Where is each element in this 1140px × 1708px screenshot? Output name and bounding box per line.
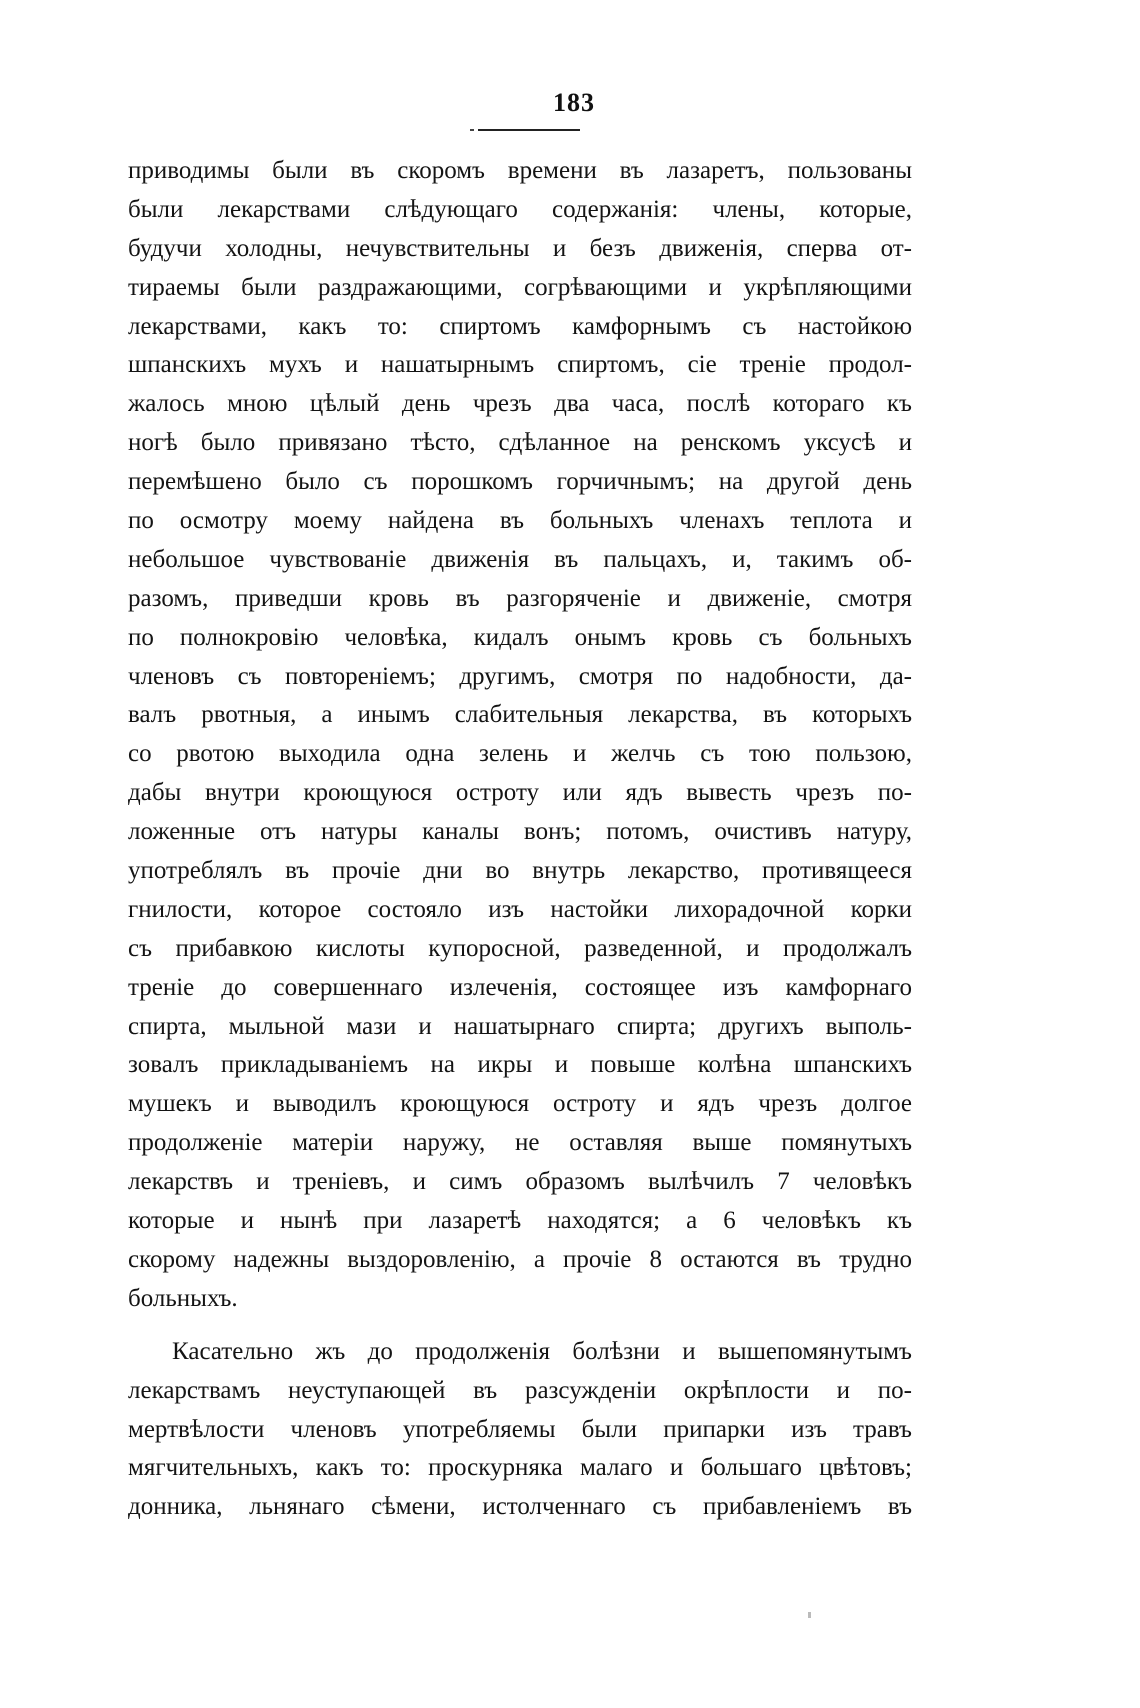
- text-line: членовъ съ повтореніемъ; другимъ, смотря по надобности, да-: [128, 662, 912, 690]
- paragraph-2: [128, 1333, 912, 1527]
- print-speck: [808, 1612, 811, 1618]
- header-rule-dash: [470, 129, 474, 131]
- text-line: мягчительныхъ, какъ то: проскурняка малаго и большаго цвѣтовъ;: [128, 1454, 912, 1482]
- text-line: по полнокровію человѣка, кидалъ онымъ кровь съ больныхъ: [128, 623, 912, 651]
- text-line: которые и нынѣ при лазаретѣ находятся; а 6 человѣкъ къ: [128, 1207, 912, 1235]
- text-line: жалось мною цѣлый день чрезъ два часа, послѣ котораго къ: [128, 390, 912, 418]
- text-line: были лекарствами слѣдующаго содержанія: члены, которые,: [128, 195, 912, 223]
- text-line: разомъ, приведши кровь въ разгоряченіе и движеніе, смотря: [128, 584, 912, 612]
- text-line: треніе до совершеннаго излеченія, состоящее изъ камфорнаго: [128, 973, 912, 1001]
- page-number-container: [0, 88, 1140, 118]
- header-rule: [478, 129, 580, 131]
- text-line: употреблялъ въ прочіе дни во внутрь лекарство, противящееся: [128, 857, 912, 885]
- text-line: перемѣшено было съ порошкомъ горчичнымъ; на другой день: [128, 468, 912, 496]
- text-line: валъ рвотныя, а инымъ слабительныя лекарства, въ которыхъ: [128, 701, 912, 729]
- text-line: дабы внутри кроющуюся остроту или ядъ вывесть чрезъ по-: [128, 779, 912, 807]
- text-line: скорому надежны выздоровленію, а прочіе 8 остаются въ трудно: [128, 1245, 912, 1273]
- text-line: лекарствамъ неуступающей въ разсужденіи окрѣплости и по-: [128, 1376, 912, 1404]
- text-line: зовалъ прикладываніемъ на икры и повыше колѣна шпанскихъ: [128, 1051, 912, 1079]
- text-line: мертвѣлости членовъ употребляемы были припарки изъ травъ: [128, 1415, 912, 1443]
- body-text: [128, 152, 912, 1527]
- text-line: со рвотою выходила одна зелень и желчь съ тою пользою,: [128, 740, 912, 768]
- text-line: будучи холодны, нечувствительны и безъ движенія, сперва от-: [128, 234, 912, 262]
- text-line: ногѣ было привязано тѣсто, сдѣланное на ренскомъ уксусѣ и: [128, 429, 912, 457]
- text-line: мушекъ и выводилъ кроющуюся остроту и ядъ чрезъ долгое: [128, 1090, 912, 1118]
- text-line: лекарствами, какъ то: спиртомъ камфорнымъ съ настойкою: [128, 312, 912, 340]
- paragraph-1: [128, 152, 912, 1319]
- text-line: приводимы были въ скоромъ времени въ лазаретъ, пользованы: [128, 157, 912, 184]
- text-line: донника, льнянаго сѣмени, истолченнаго съ прибавленіемъ въ: [128, 1493, 912, 1521]
- text-line: небольшое чувствованіе движенія въ пальцахъ, и, такимъ об-: [128, 545, 912, 573]
- text-line: тираемы были раздражающими, согрѣвающими и укрѣпляющими: [128, 273, 912, 301]
- text-line: Касательно жъ до продолженія болѣзни и вышепомянутымъ: [172, 1337, 912, 1365]
- text-line: продолженіе матеріи наружу, не оставляя выше помянутыхъ: [128, 1129, 912, 1157]
- text-line: ложенные отъ натуры каналы вонъ; потомъ, очистивъ натуру,: [128, 818, 912, 846]
- text-line: спирта, мыльной мази и нашатырнаго спирта; другихъ выполь-: [128, 1012, 912, 1040]
- page-number: 183: [553, 88, 595, 117]
- text-line: гнилости, которое состояло изъ настойки лихорадочной корки: [128, 895, 912, 923]
- text-line: съ прибавкою кислоты купоросной, разведенной, и продолжалъ: [128, 934, 912, 962]
- text-line: больныхъ.: [128, 1284, 238, 1312]
- text-line: лекарствъ и треніевъ, и симъ образомъ вылѣчилъ 7 человѣкъ: [128, 1168, 912, 1196]
- text-line: шпанскихъ мухъ и нашатырнымъ спиртомъ, сіе треніе продол-: [128, 351, 912, 379]
- text-line: по осмотру моему найдена въ больныхъ членахъ теплота и: [128, 507, 912, 535]
